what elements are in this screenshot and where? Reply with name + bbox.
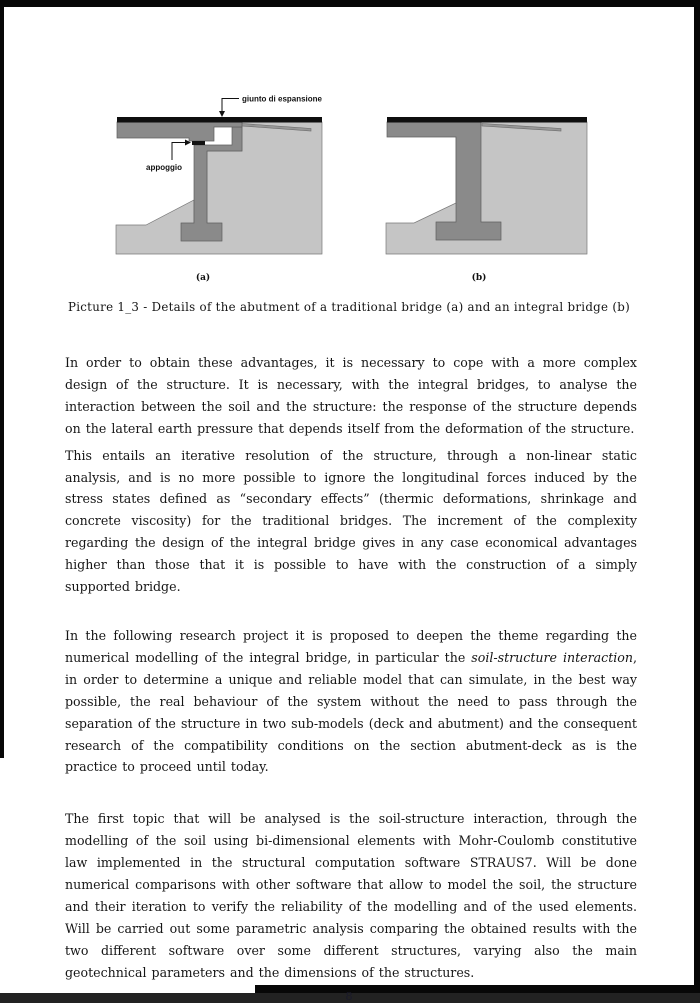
scan-border-top xyxy=(0,0,700,7)
paragraph-4: The first topic that will be analysed is the soil-structure interaction, through the modelling of the soil using bi-dimensional elements with Mohr-Coulomb constitutive law implemented in the structural computation software STRAUS7. Will be done numerical comparisons with other software that allow to model the soil, the structure and their iteration to verify the reliability of the modelling and of the used elements. Will be carried out some parametric analysis comparing the obtained results with the two different software over some different structures, varying also the main geotechnical parameters and the dimensions of the structures. xyxy=(65,811,637,980)
pavement-bar-b xyxy=(387,117,587,123)
paragraph-3 xyxy=(65,625,637,778)
deck-slab-a xyxy=(117,122,242,141)
diagram-a-traditional-bridge xyxy=(109,94,337,286)
diagram-b-svg xyxy=(384,94,590,286)
paragraph-3-italic-term: soil-structure interaction xyxy=(471,649,633,665)
expansion-joint-leader-line xyxy=(222,99,239,112)
bearing-leader-line xyxy=(172,143,185,161)
expansion-joint-label: giunto di espansione xyxy=(241,94,322,104)
bearing-label: appoggio xyxy=(145,163,182,172)
paragraph-1: In order to obtain these advantages, it is necessary to cope with a more complex design of the structure. It is necessary, with the integral bridges, to analyse the interaction between the soil and the structure: the response of the structure depends on the lateral earth pressure that depends itself from the deformation of the structure. xyxy=(65,355,637,436)
pavement-bar-a xyxy=(117,117,322,123)
bearing-pad xyxy=(192,141,205,145)
diagram-a-sublabel: (a) xyxy=(195,273,210,283)
diagram-b-integral-bridge xyxy=(384,94,590,286)
scan-border-right xyxy=(694,0,700,993)
figure-caption: Picture 1_3 - Details of the abutment of a traditional bridge (a) and an integral bridge (b) xyxy=(67,300,631,314)
page-content xyxy=(4,7,694,1003)
diagram-b-sublabel: (b) xyxy=(471,273,486,283)
paragraph-3-text: In the following research project it is proposed to deepen the theme regarding the numerical modelling of the integral bridge, in particular the xyxy=(65,627,637,665)
figure-picture-1-3 xyxy=(4,94,694,286)
paragraph-3-text-after: , in order to determine a unique and reliable model that can simulate, in the best way possible, the real behaviour of the system without the need to pass through the separation of the structure in two sub-models (deck and abutment) and the consequent research of the compatibility conditions on the section abutment-deck as is the practice to proceed until today. xyxy=(65,649,637,775)
paragraph-2: This entails an iterative resolution of the structure, through a non-linear static analysis, and is no more possible to ignore the longitudinal forces induced by the stress states defined as “secondary effects” (thermic deformations, shrinkage and concrete viscosity) for the traditional bridges. The increment of the complexity regarding the design of the integral bridge gives in any case economical advantages higher than those that it is possible to have with the construction of a simply supported bridge. xyxy=(65,447,637,595)
body-text xyxy=(65,352,637,984)
arrow-down-icon xyxy=(219,111,225,117)
page-number: 8 xyxy=(345,988,353,1003)
diagram-a-svg xyxy=(109,94,337,286)
